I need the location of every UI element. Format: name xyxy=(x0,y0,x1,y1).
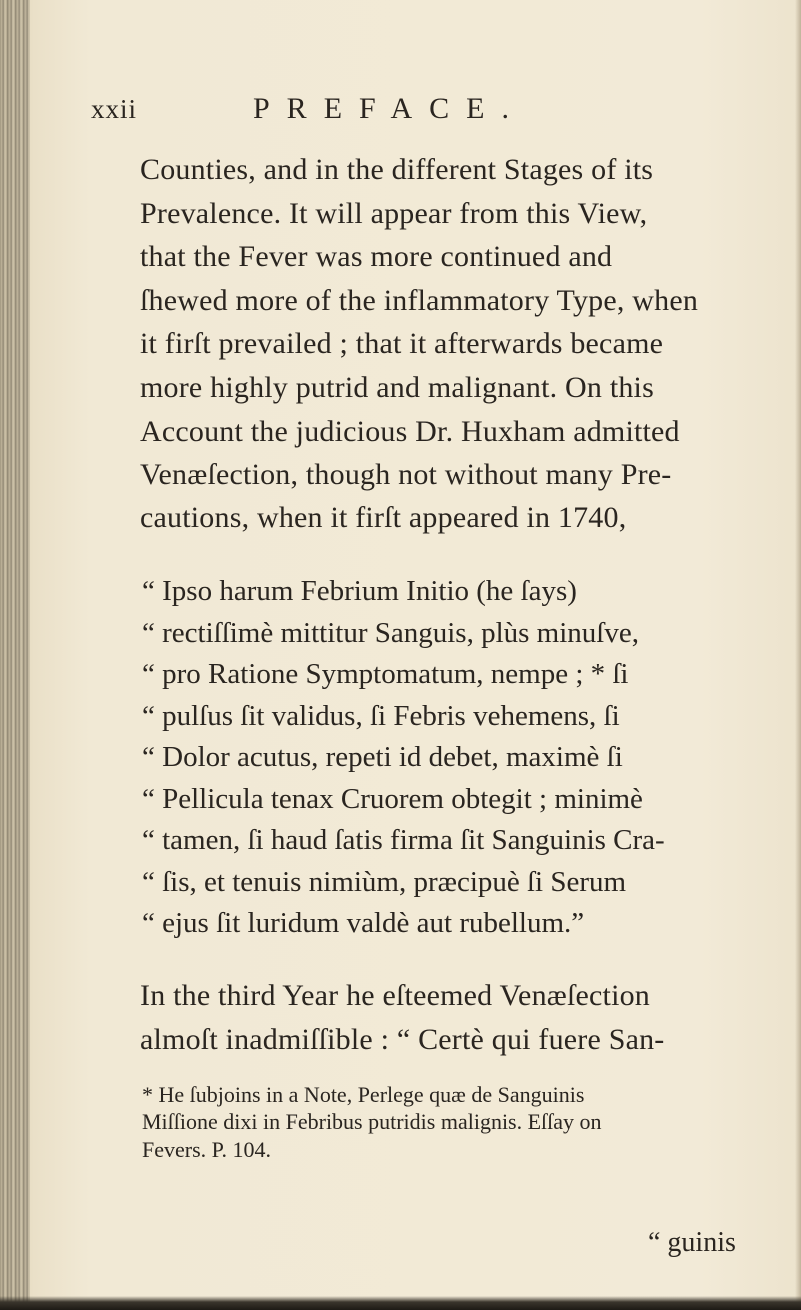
latin-quote-line: “ ſis, et tenuis nimiùm, præcipuè ſi Serum xyxy=(142,866,627,898)
footnote-line: Miſſione dixi in Febribus putridis malignis. Eſſay on xyxy=(142,1109,602,1134)
footnote-line: Fevers. P. 104. xyxy=(142,1137,271,1162)
page-number: xxii xyxy=(91,94,138,124)
latin-quote-line: “ ejus ſit luridum valdè aut rubellum.” xyxy=(142,907,585,939)
paragraph-1-line: it firſt prevailed ; that it afterwards became xyxy=(140,327,664,360)
paragraph-1-line: cautions, when it firſt appeared in 1740, xyxy=(140,501,627,534)
paragraph-1-line: ſhewed more of the inflammatory Type, when xyxy=(140,284,699,317)
page-bottom-shadow xyxy=(0,1296,801,1310)
paragraph-1-line: Counties, and in the different Stages of its xyxy=(140,153,654,186)
paragraph-1-line: Prevalence. It will appear from this View, xyxy=(140,197,648,230)
footnote-line: * He ſubjoins in a Note, Perlege quæ de Sanguinis xyxy=(142,1082,585,1107)
paragraph-1-line: Venæſection, though not without many Pre- xyxy=(140,458,672,491)
latin-quote-line: “ pulſus ſit validus, ſi Febris vehemens, ſi xyxy=(142,700,620,732)
book-binding-edge xyxy=(0,0,30,1310)
paragraph-2-line: almoſt inadmiſſible : “ Certè qui fuere San- xyxy=(140,1023,665,1056)
latin-quote-line: “ pro Ratione Symptomatum, nempe ; * ſi xyxy=(142,658,629,690)
latin-quote-line: “ rectiſſimè mittitur Sanguis, plùs minuſve, xyxy=(142,617,639,649)
latin-quote-line: “ tamen, ſi haud ſatis firma ſit Sanguinis Cra- xyxy=(142,824,665,856)
paragraph-2-line: In the third Year he eſteemed Venæſection xyxy=(140,979,651,1012)
latin-quote-line: “ Ipso harum Febrium Initio (he ſays) xyxy=(142,575,577,607)
paragraph-1-line: more highly putrid and malignant. On this xyxy=(140,371,654,404)
paragraph-1-line: Account the judicious Dr. Huxham admitted xyxy=(140,415,680,448)
page-right-edge xyxy=(795,0,801,1310)
running-head: PREFACE. xyxy=(253,92,526,125)
catchword: “ guinis xyxy=(648,1227,736,1258)
latin-quote-line: “ Dolor acutus, repeti id debet, maximè ſi xyxy=(142,741,623,773)
paragraph-1-line: that the Fever was more continued and xyxy=(140,240,613,273)
latin-quote-line: “ Pellicula tenax Cruorem obtegit ; minimè xyxy=(142,783,643,815)
